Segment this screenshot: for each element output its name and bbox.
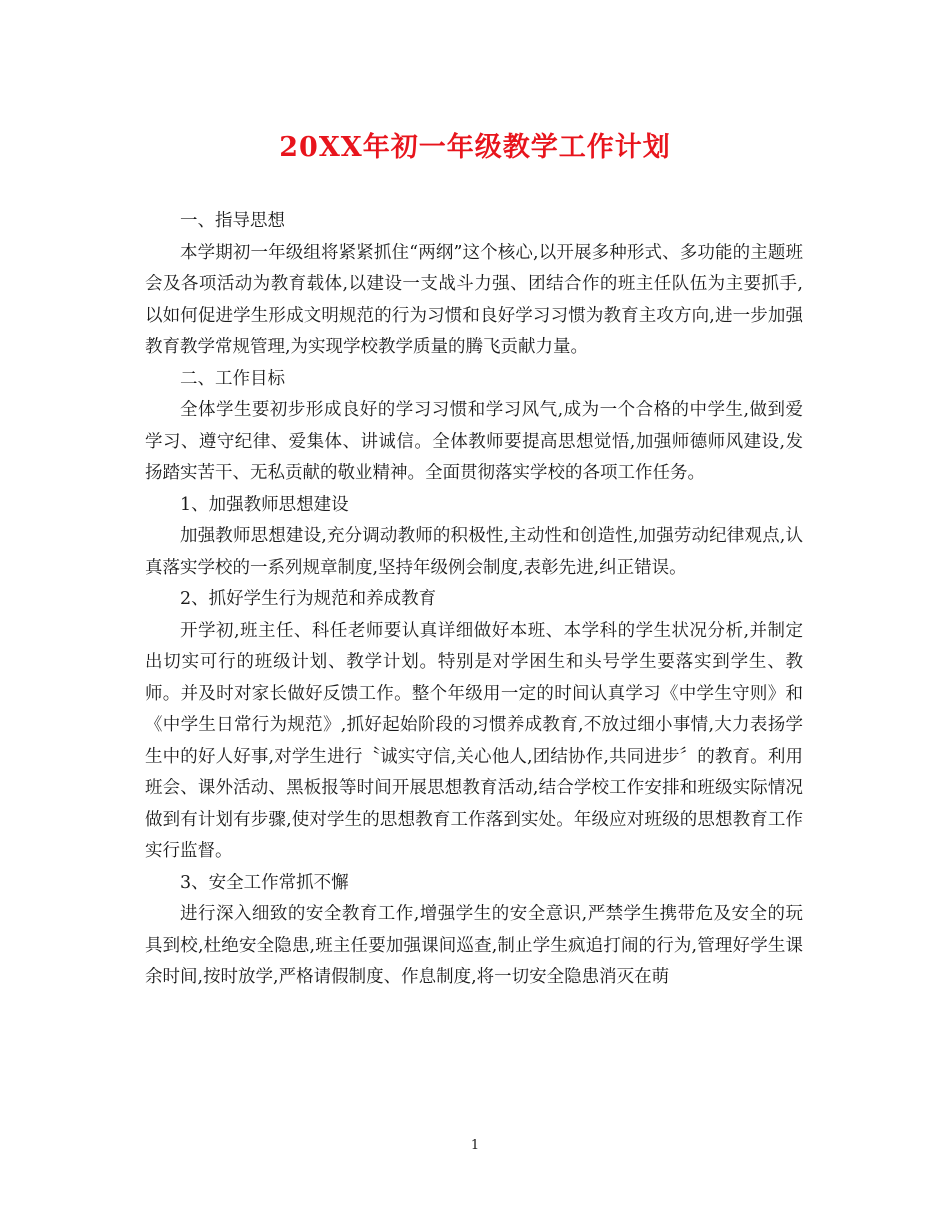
section-heading-guiding-thought: 一、指导思想 bbox=[180, 211, 285, 231]
subheading-student-behavior: 2、抓好学生行为规范和养成教育 bbox=[180, 589, 437, 609]
section-heading-work-goals: 二、工作目标 bbox=[180, 368, 285, 389]
paragraph-student-behavior: 开学初,班主任、科任老师要认真详细做好本班、本学科的学生状况分析,并制定出切实可行的班级计划、教学计划。特别是对学困生和头号学生要落实到学生、教师。并及时对家长做好反馈工作。整个年级用一定的时间认真学习《中学生守则》和《中学生日常行为规范》,抓好起始阶段的习惯养成教育,不放过细小事情,大力表扬学生中的好人好事,对学生进行〝诚实守信,关心他人,团结协作,共同进步〞的教育。利用班会、课外活动、黑板报等时间开展思想教育活动,结合学校工作安排和班级实际情况做到有计划有步骤,使对学生的思想教育工作落到实处。年级应对班级的思想教育工作实行监督。 bbox=[145, 620, 803, 861]
document-body bbox=[145, 206, 803, 994]
paragraph-safety-work: 进行深入细致的安全教育工作,增强学生的安全意识,严禁学生携带危及安全的玩具到校,杜绝安全隐患,班主任要加强课间巡查,制止学生疯追打闹的行为,管理好学生课余时间,按时放学,严格请假制度、作息制度,将一切安全隐患消灭在萌 bbox=[145, 904, 803, 987]
paragraph-work-goals: 全体学生要初步形成良好的学习习惯和学习风气,成为一个合格的中学生,做到爱学习、遵守纪律、爱集体、讲诚信。全体教师要提高思想觉悟,加强师德师风建设,发扬踏实苦干、无私贡献的敬业精神。全面贯彻落实学校的各项工作任务。 bbox=[145, 400, 803, 483]
paragraph-teacher-ideology: 加强教师思想建设,充分调动教师的积极性,主动性和创造性,加强劳动纪律观点,认真落实学校的一系列规章制度,坚持年级例会制度,表彰先进,纠正错误。 bbox=[145, 526, 803, 578]
subheading-safety-work: 3、安全工作常抓不懈 bbox=[180, 872, 349, 893]
paragraph-guiding-thought: 本学期初一年级组将紧紧抓住“两纲”这个核心,以开展多种形式、多功能的主题班会及各项活动为教育载体,以建设一支战斗力强、团结合作的班主任队伍为主要抓手,以如何促进学生形成文明规范的行为习惯和良好学习习惯为教育主攻方向,进一步加强教育教学常规管理,为实现学校教学质量的腾飞贡献力量。 bbox=[145, 242, 803, 357]
page-number: 1 bbox=[470, 1138, 480, 1153]
document-title: 20XX年初一年级教学工作计划 bbox=[279, 132, 671, 163]
subheading-teacher-ideology: 1、加强教师思想建设 bbox=[180, 494, 349, 515]
